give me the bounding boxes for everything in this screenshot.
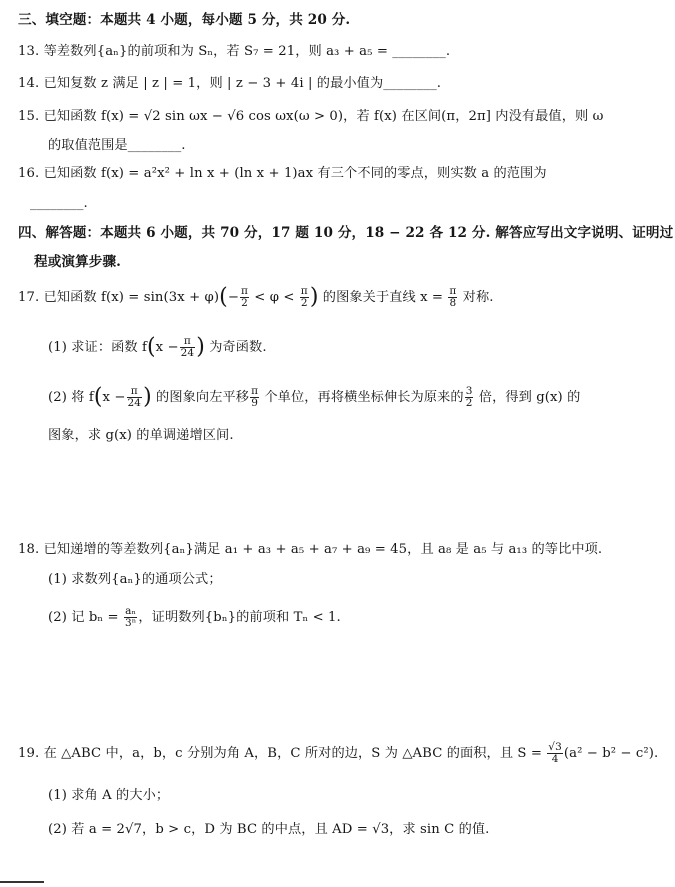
fraction-3-over-2: $\frac{3}{2}$ xyxy=(465,385,473,409)
page-bottom-rule xyxy=(0,881,44,883)
right-paren-icon: ) xyxy=(196,334,205,360)
fraction-pi-over-2-left: $\frac{\pi}{2}$ xyxy=(240,285,248,309)
question-18-part-2: (2) 记 bₙ = $\frac{\text{aₙ}}{\text{3ⁿ}}$ ，证明数列{bₙ}的前项和 Tₙ < 1. xyxy=(48,605,341,629)
question-17-stem xyxy=(18,286,494,309)
question-16-line-1: 16. 已知函数 f(x) = a²x² + ln x + (ln x + 1)ax 有三个不同的零点，则实数 a 的范围为 xyxy=(18,166,547,181)
right-paren-icon: ) xyxy=(309,284,319,310)
question-19-part-2: (2) 若 a = 2√7，b > c，D 为 BC 的中点，且 AD = √3，求 sin C 的值. xyxy=(48,822,490,837)
section-4-heading-line-2: 程或演算步骤. xyxy=(34,254,121,270)
section-4-heading-line-1: 四、解答题：本题共 6 小题，共 70 分，17 题 10 分，18 − 22 各 12 分. 解答应写出文字说明、证明过 xyxy=(18,225,674,241)
question-14: 14. 已知复数 z 满足 | z | = 1，则 | z − 3 + 4i | 的最小值为________. xyxy=(18,76,442,91)
fraction-pi-over-9: $\frac{\pi}{9}$ xyxy=(251,385,259,409)
question-19-part-1: (1) 求角 A 的大小； xyxy=(48,788,170,803)
question-15-line-1: 15. 已知函数 f(x) = √2 sin ωx − √6 cos ωx(ω > 0)，若 f(x) 在区间(π，2π] 内没有最值，则 ω xyxy=(18,109,604,124)
question-17-part-1: (1) 求证：函数 f(x − $\frac{\pi}{24}$ ) 为奇函数. xyxy=(48,334,267,360)
left-paren-icon: ( xyxy=(93,384,103,410)
section-3-heading: 三、填空题：本题共 4 小题，每小题 5 分，共 20 分. xyxy=(18,12,351,28)
question-13: 13. 等差数列{aₙ}的前项和为 Sₙ，若 S₇ = 21，则 a₃ + a₅ = ________. xyxy=(18,44,451,59)
q17-range-left: − xyxy=(227,290,239,305)
fraction-pi-over-24: $\frac{\pi}{24}$ xyxy=(127,385,142,409)
question-16-line-2: ________. xyxy=(30,196,88,211)
question-18-stem: 18. 已知递增的等差数列{aₙ}满足 a₁ + a₃ + a₅ + a₇ + a₉ = 45，且 a₈ 是 a₅ 与 a₁₃ 的等比中项. xyxy=(18,542,603,557)
right-paren-icon: ) xyxy=(143,384,152,410)
fraction-pi-over-2-right: $\frac{\pi}{2}$ xyxy=(300,285,308,309)
q17-mid: 的图象关于直线 x = xyxy=(318,290,448,305)
left-paren-icon: ( xyxy=(146,334,156,360)
fraction-pi-over-24: $\frac{\pi}{24}$ xyxy=(180,335,195,359)
question-19-stem: 19. 在 △ABC 中，a，b，c 分别为角 A，B，C 所对的边，S 为 △ABC 的面积，且 S = $\frac{√3}{4}$ (a² − b² − c²). xyxy=(18,741,659,765)
fraction-pi-over-8: $\frac{\pi}{8}$ xyxy=(449,285,457,309)
fraction-sqrt3-over-4: $\frac{√3}{4}$ xyxy=(548,741,562,765)
fraction-an-over-3n: $\frac{\text{aₙ}}{\text{3ⁿ}}$ xyxy=(124,605,137,629)
q17-suffix: 对称. xyxy=(458,290,494,305)
question-18-part-1: (1) 求数列{aₙ}的通项公式； xyxy=(48,572,222,587)
question-17-part-2-line-2: 图象，求 g(x) 的单调递增区间. xyxy=(48,428,234,443)
q17-range-mid: < φ < xyxy=(249,290,299,305)
question-15-line-2: 的取值范围是________. xyxy=(48,138,186,153)
q17-prefix: 17. 已知函数 f(x) = sin(3x + φ) xyxy=(18,290,220,305)
left-paren-icon: ( xyxy=(219,284,228,310)
question-17-part-2: (2) 将 f(x − $\frac{\pi}{24}$ ) 的图象向左平移 $\frac{\pi}{9}$ 个单位，再将横坐标伸长为原来的 $\frac{3}{2}$ 倍，得到 g(x) 的 xyxy=(48,384,581,410)
